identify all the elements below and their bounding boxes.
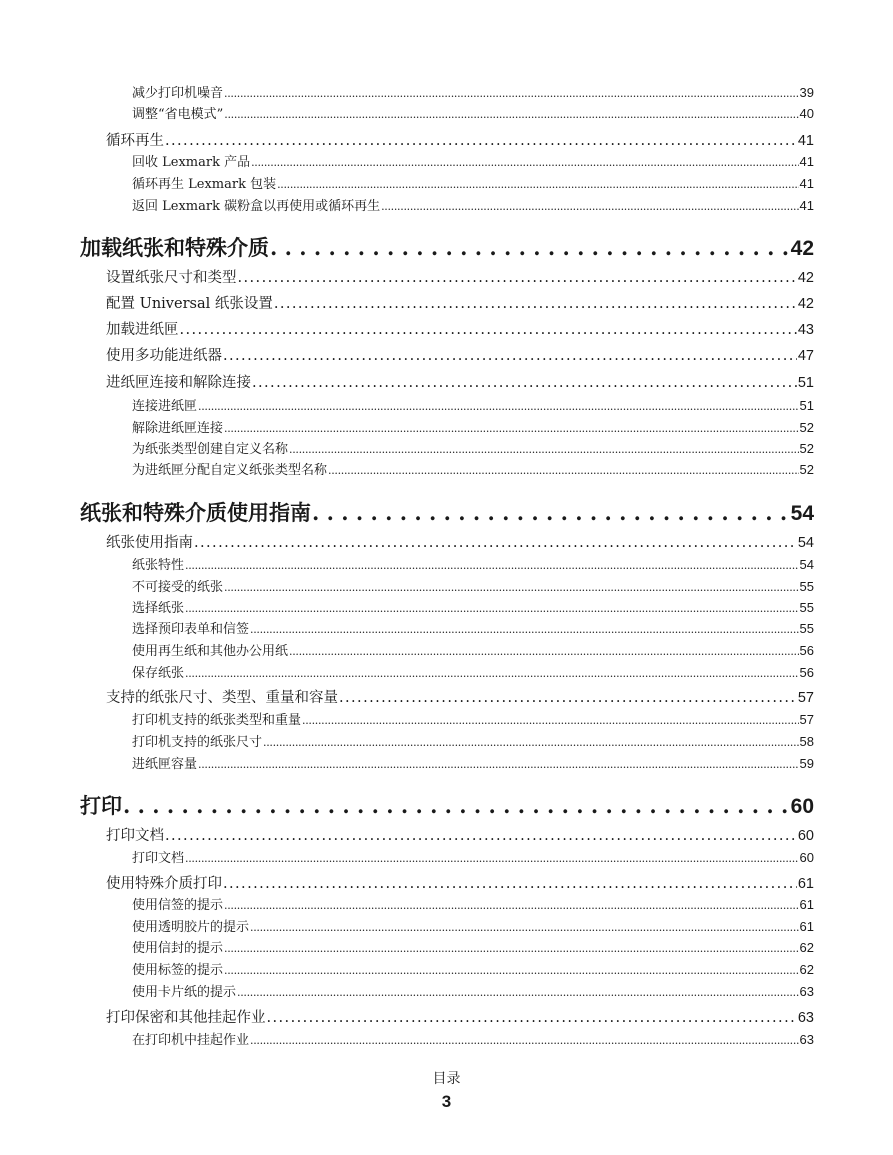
toc-dot-leader [185,558,799,573]
toc-dot-leader [277,177,798,192]
toc-chapter-entry[interactable] [80,790,814,818]
toc-subsection-entry[interactable] [132,937,814,955]
toc-page-number: 59 [799,756,814,771]
toc-dot-leader [198,399,799,414]
toc-dot-leader [328,463,799,478]
toc-subsection-entry[interactable] [132,709,814,727]
toc-subsection-entry[interactable] [132,959,814,977]
toc-subsection-entry[interactable] [132,576,814,594]
toc-entry-title: 选择预印表单和信签 [132,622,250,637]
toc-page-number: 42 [790,237,814,260]
toc-section-entry[interactable] [106,1006,814,1026]
toc-entry-title: 使用透明胶片的提示 [132,920,250,935]
toc-section-entry[interactable] [106,371,814,391]
toc-entry-title: 加载进纸匣 [106,322,179,338]
toc-page-number: 63 [799,1032,814,1047]
toc-dot-leader [238,270,797,286]
toc-page-number: 63 [799,984,814,999]
toc-subsection-entry[interactable] [132,662,814,680]
toc-dot-leader [185,666,799,681]
toc-dot-leader [381,199,798,214]
toc-entry-title: 纸张和特殊介质使用指南 [80,500,311,525]
toc-entry-title: 使用卡片纸的提示 [132,985,237,1000]
toc-entry-title: 解除进纸匣连接 [132,421,224,436]
toc-subsection-entry[interactable] [132,1029,814,1047]
toc-dot-leader [250,1033,799,1048]
toc-entry-title: 为进纸匣分配自定义纸张类型名称 [132,463,328,478]
toc-page-number: 39 [799,85,814,100]
toc-page-number: 63 [797,1010,814,1026]
toc-dot-leader [237,985,799,1000]
toc-subsection-entry[interactable] [132,894,814,912]
toc-entry-title: 打印文档 [132,851,185,866]
toc-entry-title: 不可接受的纸张 [132,580,224,595]
toc-entry-title: 打印 [80,793,122,818]
footer-page-number: 3 [441,1092,452,1111]
toc-entry-title: 为纸张类型创建自定义名称 [132,442,289,457]
toc-entry-title: 进纸匣连接和解除连接 [106,375,251,391]
toc-page-number: 58 [799,734,814,749]
toc-page-number: 54 [799,557,814,572]
toc-dot-leader [339,690,797,706]
toc-page-number: 47 [797,348,814,364]
toc-page-number: 41 [799,154,814,169]
toc-subsection-entry[interactable] [132,103,814,121]
toc-chapter-entry[interactable] [80,497,814,525]
toc-subsection-entry[interactable] [132,82,814,100]
toc-page-number: 41 [799,198,814,213]
toc-entry-title: 连接进纸匣 [132,399,198,414]
toc-entry-title: 在打印机中挂起作业 [132,1033,250,1048]
footer-section-label: 目录 [432,1071,461,1087]
toc-section-entry[interactable] [106,872,814,892]
toc-page-number: 62 [799,940,814,955]
toc-subsection-entry[interactable] [132,459,814,477]
toc-section-entry[interactable] [106,129,814,149]
toc-subsection-entry[interactable] [132,731,814,749]
toc-dot-leader [224,898,799,913]
toc-dot-leader [302,713,799,728]
toc-dot-leader [185,851,799,866]
toc-chapter-entry[interactable] [80,232,814,260]
toc-page-number: 62 [799,962,814,977]
toc-section-entry[interactable] [106,266,814,286]
toc-entry-title: 回收 Lexmark 产品 [132,155,251,170]
toc-dot-leader [123,793,790,818]
toc-section-entry[interactable] [106,292,814,312]
toc-dot-leader [223,348,797,364]
toc-dot-leader [224,107,798,122]
toc-dot-leader [223,876,797,892]
toc-entry-title: 打印机支持的纸张类型和重量 [132,713,302,728]
toc-page-number: 52 [799,441,814,456]
toc-entry-title: 使用多功能进纸器 [106,348,222,364]
toc-dot-leader [312,500,790,525]
toc-entry-title: 打印机支持的纸张尺寸 [132,735,263,750]
toc-dot-leader [251,155,798,170]
toc-page-number: 52 [799,420,814,435]
toc-dot-leader [270,235,790,260]
toc-page-number: 60 [797,828,814,844]
toc-page-number: 61 [797,876,814,892]
toc-entry-title: 返回 Lexmark 碳粉盒以再使用或循环再生 [132,199,381,214]
toc-page-number: 51 [799,398,814,413]
toc-subsection-entry[interactable] [132,847,814,865]
toc-page-number: 55 [799,621,814,636]
toc-dot-leader [263,735,799,750]
toc-dot-leader [224,421,799,436]
toc-dot-leader [185,601,799,616]
toc-page-number: 42 [797,296,814,312]
toc-section-entry[interactable] [106,824,814,844]
toc-entry-title: 设置纸张尺寸和类型 [106,270,237,286]
toc-page-number: 40 [799,106,814,121]
toc-entry-title: 循环再生 [106,133,164,149]
toc-subsection-entry[interactable] [132,417,814,435]
toc-subsection-entry[interactable] [132,395,814,413]
toc-subsection-entry[interactable] [132,640,814,658]
toc-page-number: 52 [799,462,814,477]
toc-page-number: 51 [797,375,814,391]
toc-dot-leader [224,580,799,595]
toc-subsection-entry[interactable] [132,195,814,213]
toc-section-entry[interactable] [106,686,814,706]
toc-page-number: 56 [799,643,814,658]
toc-subsection-entry[interactable] [132,438,814,456]
toc-dot-leader [252,375,797,391]
toc-page-number: 54 [797,535,814,551]
toc-entry-title: 使用再生纸和其他办公用纸 [132,644,289,659]
toc-dot-leader [289,644,799,659]
toc-section-entry[interactable] [106,344,814,364]
toc-dot-leader [250,622,799,637]
toc-subsection-entry[interactable] [132,173,814,191]
toc-entry-title: 纸张特性 [132,558,185,573]
toc-dot-leader [194,535,797,551]
toc-entry-title: 使用标签的提示 [132,963,224,978]
toc-entry-title: 使用特殊介质打印 [106,876,222,892]
toc-entry-title: 保存纸张 [132,666,185,681]
toc-entry-title: 使用信签的提示 [132,898,224,913]
toc-section-entry[interactable] [106,531,814,551]
toc-page-number: 41 [799,176,814,191]
toc-page-number: 57 [799,712,814,727]
toc-page-number: 57 [797,690,814,706]
toc-page-number: 60 [790,795,814,818]
toc-page-number: 43 [797,322,814,338]
toc-subsection-entry[interactable] [132,618,814,636]
toc-dot-leader [224,941,799,956]
toc-entry-title: 进纸匣容量 [132,757,198,772]
toc-subsection-entry[interactable] [132,554,814,572]
toc-page-number: 42 [797,270,814,286]
toc-dot-leader [224,86,799,101]
toc-page-number: 60 [799,850,814,865]
toc-entry-title: 调整“省电模式” [132,107,224,122]
toc-entry-title: 打印保密和其他挂起作业 [106,1010,266,1026]
toc-subsection-entry[interactable] [132,981,814,999]
toc-entry-title: 支持的纸张尺寸、类型、重量和容量 [106,690,338,706]
toc-dot-leader [180,322,797,338]
toc-entry-title: 使用信封的提示 [132,941,224,956]
toc-page-number: 61 [799,919,814,934]
toc-dot-leader [224,963,799,978]
toc-subsection-entry[interactable] [132,753,814,771]
toc-page-number: 54 [790,502,814,525]
toc-dot-leader [198,757,799,772]
toc-entry-title: 纸张使用指南 [106,535,193,551]
toc-subsection-entry[interactable] [132,916,814,934]
toc-subsection-entry[interactable] [132,151,814,169]
toc-entry-title: 打印文档 [106,828,164,844]
toc-page-number: 55 [799,600,814,615]
toc-entry-title: 循环再生 Lexmark 包装 [132,177,277,192]
toc-dot-leader [267,1010,797,1026]
toc-subsection-entry[interactable] [132,597,814,615]
toc-page-number: 55 [799,579,814,594]
toc-dot-leader [250,920,799,935]
toc-section-entry[interactable] [106,318,814,338]
toc-page-number: 56 [799,665,814,680]
toc-entry-title: 减少打印机噪音 [132,86,224,101]
toc-entry-title: 选择纸张 [132,601,185,616]
toc-dot-leader [165,133,797,149]
toc-dot-leader [165,828,797,844]
toc-entry-title: 加载纸张和特殊介质 [80,235,269,260]
toc-entry-title: 配置 Universal 纸张设置 [106,296,273,312]
toc-page-number: 61 [799,897,814,912]
toc-dot-leader [274,296,797,312]
toc-dot-leader [289,442,799,457]
toc-page-number: 41 [797,133,814,149]
